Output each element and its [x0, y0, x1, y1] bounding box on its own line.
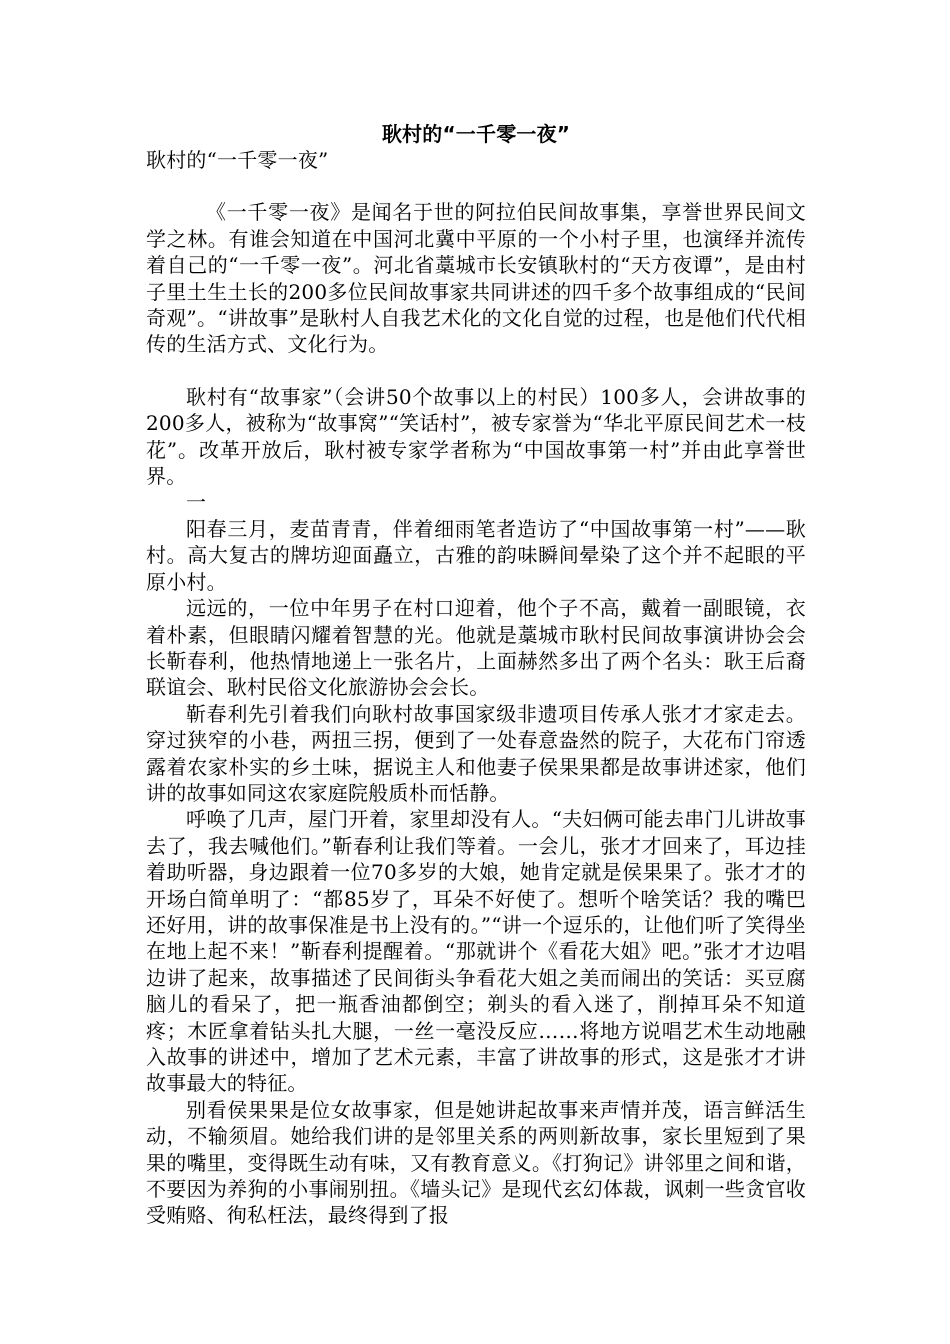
document-title: 耿村的“一千零一夜”: [381, 122, 571, 146]
document-subtitle: 耿村的“一千零一夜”: [146, 148, 329, 172]
paragraph-storytellers: 耿村有“故事家”（会讲50个故事以上的村民）100多人，会讲故事的200多人，被称为“故事窝”“笑话村”，被专家誉为“华北平原民间艺术一枝花”。改革开放后，耿村被专家学者称为“中国故事第一村”并由此享誉世界。: [146, 384, 806, 489]
paragraph-hou-story: 别看侯果果是位女故事家，但是她讲起故事来声情并茂，语言鲜活生动，不输须眉。她给我们讲的是邻里关系的两则新故事，家长里短到了果果的嘴里，变得既生动有味，又有教育意义。《打狗记》讲邻里之间和谐，不要因为养狗的小事闹别扭。《墙头记》是现代玄幻体裁，讽刺一些贪官收受贿赂、徇私枉法，最终得到了报: [146, 1097, 806, 1228]
section-marker: 一: [186, 490, 207, 515]
paragraph-host: 远远的，一位中年男子在村口迎着，他个子不高，戴着一副眼镜，衣着朴素，但眼睛闪耀着智慧的光。他就是藁城市耿村民间故事演讲协会会长靳春利，他热情地递上一张名片，上面赫然多出了两个名头：耿王后裔联谊会、耿村民俗文化旅游协会会长。: [146, 596, 806, 700]
paragraph-intro: 《一千零一夜》是闻名于世的阿拉伯民间故事集，享誉世界民间文学之林。有谁会知道在中国河北冀中平原的一个小村子里，也演绎并流传着自己的“一千零一夜”。河北省藁城市长安镇耿村的“天方夜谭”，是由村子里土生土长的200多位民间故事家共同讲述的四千多个故事组成的“民间奇观”。“讲故事”是耿村人自我艺术化的文化自觉的过程，也是他们代代相传的生活方式、文化行为。: [146, 200, 806, 357]
document-body: [146, 121, 806, 1229]
paragraph-house: 靳春利先引着我们向耿村故事国家级非遗项目传承人张才才家走去。穿过狭窄的小巷，两扭三拐，便到了一处春意盎然的院子，大花布门帘透露着农家朴实的乡土味，据说主人和他妻子侯果果都是故事讲述家，他们讲的故事如同这农家庭院般质朴而恬静。: [146, 701, 806, 805]
paragraph-visit: 阳春三月，麦苗青青，伴着细雨笔者造访了“中国故事第一村”——耿村。高大复古的牌坊迎面矗立，古雅的韵味瞬间晕染了这个并不起眼的平原小村。: [146, 516, 806, 594]
paragraph-gap: [146, 358, 806, 384]
paragraph-zhang-story: 呼唤了几声，屋门开着，家里却没有人。“夫妇俩可能去串门儿讲故事去了，我去喊他们。”靳春利让我们等着。一会儿，张才才回来了，耳边挂着助听器，身边跟着一位70多岁的大娘，她肯定就是侯果果了。张才才的开场白简单明了：“都85岁了，耳朵不好使了。想听个啥笑话？我的嘴巴还好用，讲的故事保准是书上没有的。”“讲一个逗乐的，让他们听了笑得坐在地上起不来！”靳春利提醒着。“那就讲个《看花大姐》吧。”张才才边唱边讲了起来，故事描述了民间街头争看花大姐之美而闹出的笑话：买豆腐脑儿的看呆了，把一瓶香油都倒空；剃头的看入迷了，削掉耳朵不知道疼；木匠拿着钻头扎大腿，一丝一毫没反应……将地方说唱艺术生动地融入故事的讲述中，增加了艺术元素，丰富了讲故事的形式，这是张才才讲故事最大的特征。: [146, 807, 806, 1096]
